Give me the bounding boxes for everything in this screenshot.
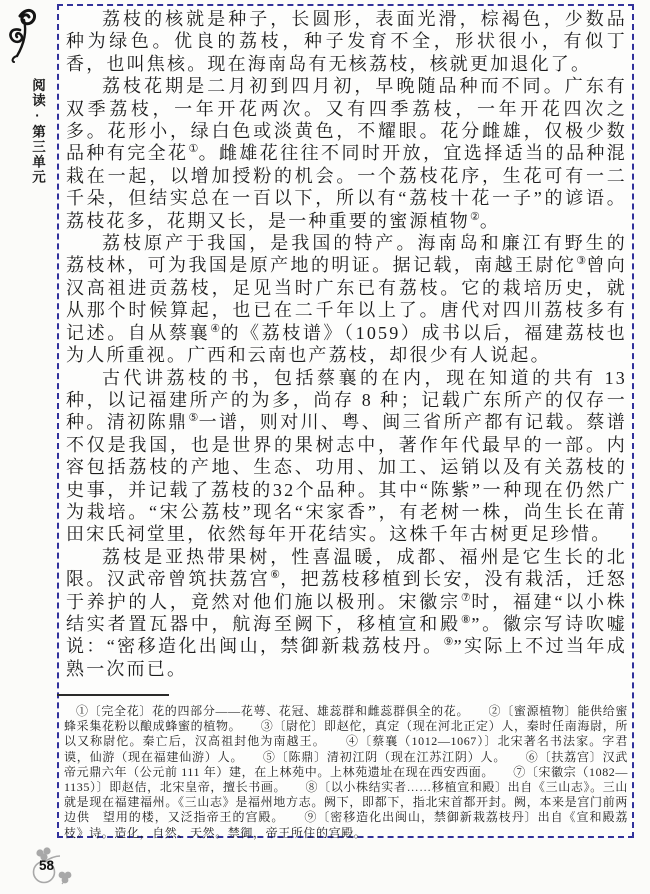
footnote-item: ③〔尉佗〕即赵佗，真定（现在河北正定）人，秦时任南海尉，所以又称尉佗。秦亡后，汉高祖封他为南越王。	[64, 719, 629, 749]
footnote-ref: ④	[210, 322, 221, 335]
footnote-divider	[57, 694, 169, 696]
footnote-item: ②〔蜜源植物〕能供给蜜蜂采集花粉以酿成蜂蜜的植物。	[64, 704, 628, 734]
page-number-area	[26, 846, 86, 890]
footnote-ref: ⑦	[460, 591, 472, 604]
page-frame	[57, 4, 634, 838]
floral-scroll-icon	[7, 5, 37, 68]
paragraph: 荔枝原产于我国，是我国的特产。海南岛和廉江有野生的荔枝林，可为我国是原产地的明证。据记载，南越王尉佗③曾向汉高祖进贡荔枝，足见当时广东已有荔枝。它的栽培历史，就从那个时候算起，也已在二千年以上了。唐代对四川荔枝多有记述。自从蔡襄④的《荔枝谱》（1059）成书以后，福建荔枝也为人所重视。广西和云南也产荔枝，却很少有人说起。	[66, 233, 627, 366]
paragraph: 荔枝的核就是种子，长圆形，表面光滑，棕褐色，少数品种为绿色。优良的荔枝，种子发育不全，形状很小，有似丁香，也叫焦核。现在海南岛有无核荔枝，核就更加退化了。	[66, 9, 627, 74]
footnote-item: ⑤〔陈鼎〕清初江阴（现在江苏江阴）人。	[262, 749, 501, 764]
footnotes-flow	[64, 704, 628, 841]
footnote-item: ④〔蔡襄（1012—1067）〕北宋著名书法家。字君谟，仙游（现在福建仙游）人。	[64, 734, 628, 764]
footnote-item: ⑧〔以小株结实者……移植宣和殿〕出自《三山志》。三山就是现在福建福州。《三山志》是福州地方志。阙下，即都下，指北宋首都开封。阙，本来是宫门前两边供 望用的楼，又泛指帝王的宫殿。	[64, 780, 628, 825]
footnote-item: ①〔完全花〕花的四部分——花萼、花冠、雄蕊群和雌蕊群俱全的花。	[76, 704, 464, 718]
footnote-ref: ①	[188, 143, 199, 156]
footnote-ref: ⑤	[188, 412, 199, 425]
paragraph: 荔枝是亚热带果树，性喜温暖，成都、福州是它生长的北限。汉武帝曾筑扶荔宫⑥，把荔枝移植到长安，没有栽活，迁怒于养护的人，竟然对他们施以极刑。宋徽宗⑦时，福建“以小株结实者置瓦器中，航海至阙下，移植宣和殿⑧”。徽宗写诗吹嘘说：“密移造化出闽山，禁御新栽荔枝丹。⑨”实际上不过当年成熟一次而已。	[66, 546, 627, 679]
footnote-ref: ⑨	[443, 636, 454, 649]
footnote-ref: ②	[470, 210, 480, 223]
clover-flower-icon	[26, 846, 86, 890]
page-number: 58	[39, 858, 55, 873]
footnote-item: ⑥〔扶荔宫〕汉武帝元鼎六年（公元前 111 年）建，在上林苑中。上林苑遗址在现在西安西面。	[64, 749, 628, 779]
chapter-label: 阅读·第三单元	[30, 78, 45, 185]
paragraph: 古代讲荔枝的书，包括蔡襄的在内，现在知道的共有 13 种，以记福建所产的为多，尚存 8 种；记载广东所产的仅存一种。清初陈鼎⑤一谱，则对川、粤、闽三省所产都有记载。蔡谱不仅是我国，也是世界的果树志中，著作年代最早的一部。内容包括荔枝的产地、生态、功用、加工、运销以及有关荔枝的史事，并记载了荔枝的32个品种。其中“陈紫”一种现在仍然广为栽培。“宋公荔枝”现名“宋家香”，有老树一株，尚生长在莆田宋氏祠堂里，依然每年开花结实。这株千年古树更足珍惜。	[66, 367, 627, 545]
footnote-ref: ⑥	[270, 569, 281, 582]
footnote-ref: ⑧	[460, 613, 472, 626]
footnote-item: ⑦〔宋徽宗（1082—1135）〕即赵佶，北宋皇帝，擅长书画。	[64, 764, 629, 795]
footnote-item: ⑨〔密移造化出闽山，禁御新栽荔枝丹〕出自《宣和殿荔枝》诗。造化，自然、天然。禁御，帝王所住的宫殿。	[64, 810, 629, 840]
paragraph: 荔枝花期是二月初到四月初，早晚随品种而不同。广东有双季荔枝，一年开花两次。又有四季荔枝，一年开花四次之多。花形小，绿白色或淡黄色，不耀眼。花分雌雄，仅极少数品种有完全花①。雌雄花往往不同时开放，宜选择适当的品种混栽在一起，以增加授粉的机会。一个荔枝花序，生花可有一二千朵，但结实总在一百以下，所以有“荔枝十花一子”的谚语。荔枝花多，花期又长，是一种重要的蜜源植物②。	[66, 76, 627, 231]
body-paragraphs	[66, 8, 627, 680]
footnote-ref: ③	[576, 255, 587, 268]
